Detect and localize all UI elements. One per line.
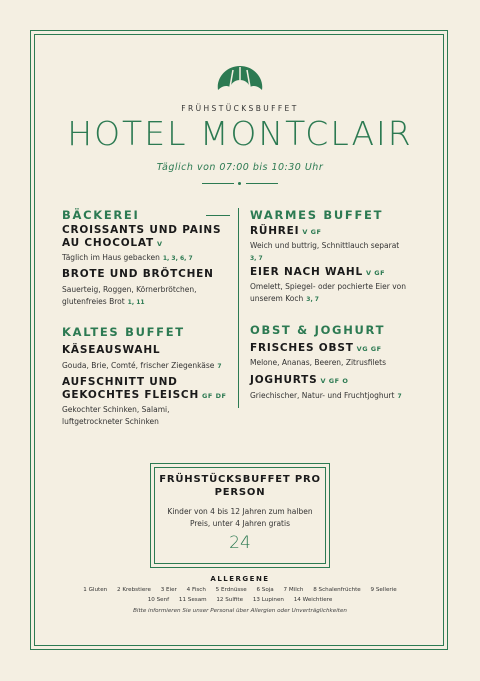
item-desc-aufschnitt: Gekochter Schinken, Salami, luftgetrockneter Schinken — [62, 405, 170, 426]
section-title-baeckerei: BÄCKEREI — [62, 208, 140, 222]
item-desc-kaeseauswahl: Gouda, Brie, Comté, frischer Ziegenkäse 7 — [62, 361, 222, 370]
allergens-title: ALLERGENE — [210, 575, 270, 583]
allergen-item: 6 Soja — [256, 587, 274, 593]
allergen-item: 11 Sesam — [178, 597, 207, 603]
page-title: HOTEL MONTCLAIR — [67, 114, 413, 153]
allergens-note: Bitte informieren Sie unser Personal über Allergien oder Unverträglichkeiten — [133, 608, 347, 614]
price-box-title: FRÜHSTÜCKSBUFFET PRO PERSON — [159, 474, 321, 498]
allergen-item: 7 Milch — [283, 587, 304, 593]
allergen-item: 12 Sulfite — [216, 597, 244, 603]
item-name-joghurts: JOGHURTS V GF O — [250, 374, 349, 386]
allergen-item: 3 Eier — [160, 587, 177, 593]
section-rule — [206, 215, 230, 216]
section-title-obst-joghurt: OBST & JOGHURT — [250, 323, 386, 337]
allergen-item: 10 Senf — [147, 597, 170, 603]
allergen-item: 2 Krebstiere — [117, 587, 151, 593]
allergen-item: 8 Schalenfrüchte — [313, 587, 361, 593]
item-desc-frisches-obst: Melone, Ananas, Beeren, Zitrusfilets — [250, 358, 387, 367]
item-name-frisches-obst: FRISCHES OBST VG GF — [250, 342, 382, 354]
price-value: 24 — [229, 533, 251, 553]
section-title-warmes-buffet: WARMES BUFFET — [250, 208, 384, 222]
allergens-row-1 — [0, 587, 480, 593]
allergens-row-2 — [0, 597, 480, 603]
croissant-logo-icon — [214, 60, 266, 98]
item-desc-ruehrei: Weich und buttrig, Schnittlauch separat 3, 7 — [250, 241, 400, 262]
allergen-item: 14 Weichtiere — [293, 597, 333, 603]
item-name-ruehrei: RÜHREI V GF — [250, 225, 322, 237]
item-name-eier-nach-wahl: EIER NACH WAHL V GF — [250, 266, 386, 278]
item-desc-eier-nach-wahl: Omelett, Spiegel- oder pochierte Eier von unserem Koch 3, 7 — [250, 282, 407, 303]
opening-hours: Täglich von 07:00 bis 10:30 Uhr — [156, 162, 324, 173]
item-desc-croissants: Täglich im Haus gebacken 1, 3, 6, 7 — [62, 253, 193, 262]
allergen-item: 5 Erdnüsse — [215, 587, 247, 593]
allergen-item: 9 Sellerie — [370, 587, 397, 593]
allergen-item: 13 Lupinen — [252, 597, 284, 603]
allergen-item: 1 Gluten — [83, 587, 108, 593]
column-divider — [238, 208, 239, 408]
section-title-kaltes-buffet: KALTES BUFFET — [62, 325, 185, 339]
item-desc-brote: Sauerteig, Roggen, Körnerbrötchen, glutenfreies Brot 1, 11 — [62, 285, 197, 306]
header-subtitle: FRÜHSTÜCKSBUFFET — [181, 104, 299, 113]
item-name-aufschnitt: AUFSCHNITT UND GEKOCHTES FLEISCH GF DF — [62, 376, 227, 401]
item-name-brote: BROTE UND BRÖTCHEN — [62, 268, 214, 280]
item-desc-joghurts: Griechischer, Natur- und Fruchtjoghurt 7 — [250, 391, 402, 400]
item-name-croissants: CROISSANTS UND PAINS AU CHOCOLAT V — [62, 224, 222, 249]
item-name-kaeseauswahl: KÄSEAUSWAHL — [62, 344, 161, 356]
header-divider — [202, 183, 278, 184]
price-box-desc: Kinder von 4 bis 12 Jahren zum halben Preis, unter 4 Jahren gratis — [167, 507, 313, 528]
allergen-item: 4 Fisch — [186, 587, 206, 593]
